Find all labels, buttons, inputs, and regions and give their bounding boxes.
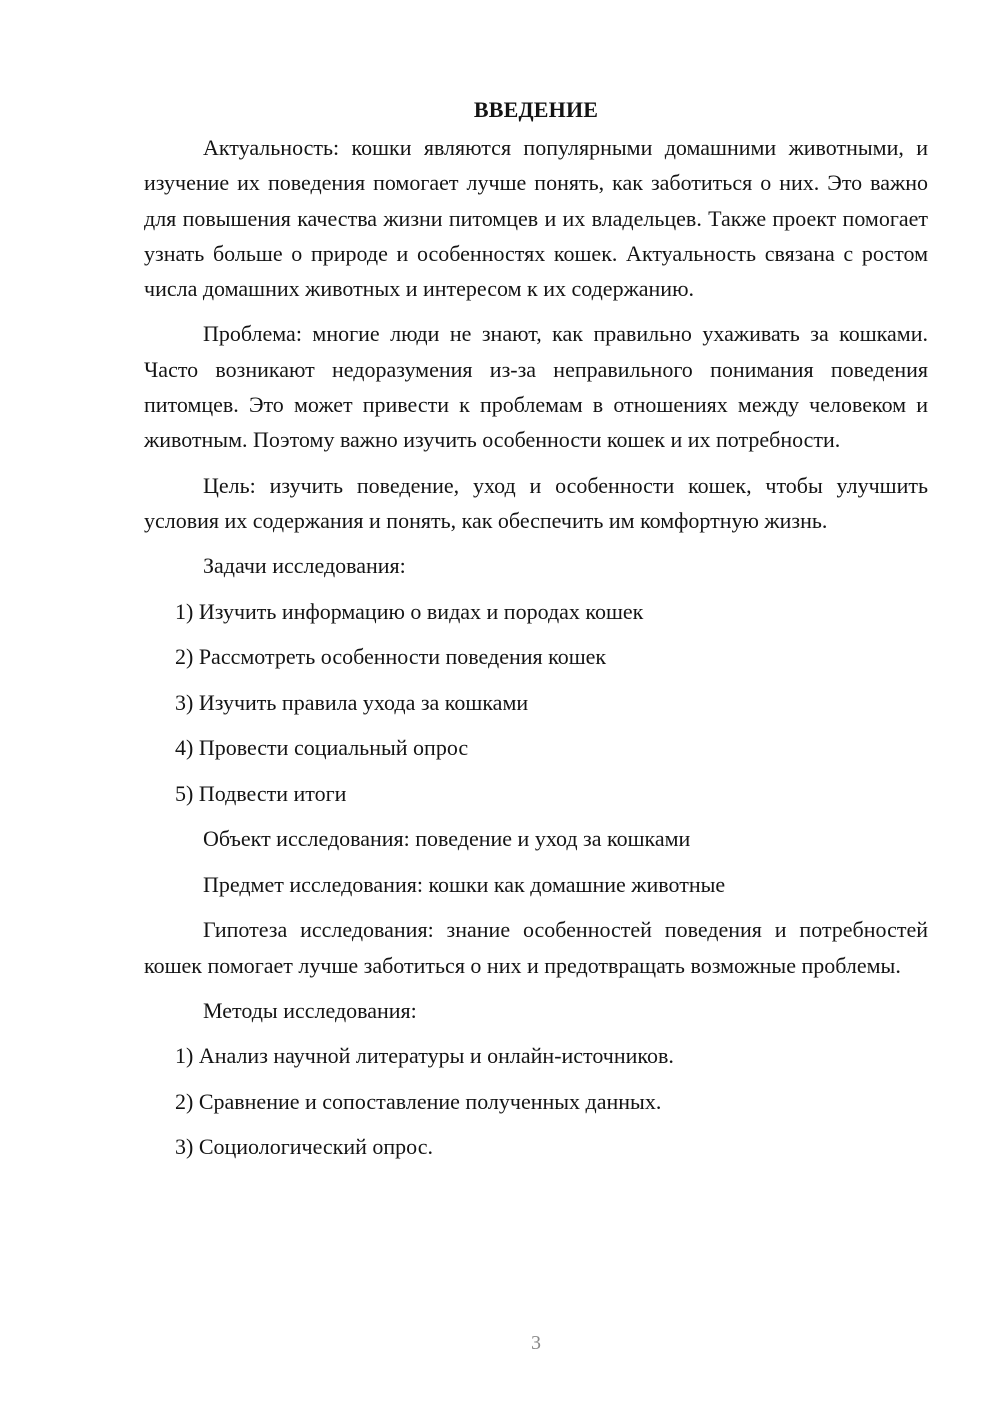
object-line: Объект исследования: поведение и уход за кошками	[203, 826, 691, 852]
subject-line: Предмет исследования: кошки как домашние животные	[203, 871, 726, 897]
list-item: 5) Подвести итоги	[175, 780, 347, 806]
list-item: 3) Изучить правила ухода за кошками	[175, 689, 529, 715]
methods-list	[144, 1038, 928, 1164]
document-page	[144, 92, 928, 1175]
list-item: 4) Провести социальный опрос	[175, 735, 469, 761]
page-title: ВВЕДЕНИЕ	[473, 97, 599, 122]
methods-heading: Методы исследования:	[203, 997, 417, 1023]
list-item: 2) Рассмотреть особенности поведения кошек	[175, 644, 607, 670]
page-number: 3	[531, 1332, 541, 1354]
problem-paragraph: Проблема: многие люди не знают, как правильно ухаживать за кошками. Часто возникают недоразумения из-за неправильного понимания поведения питомцев. Это может привести к проблемам в отношениях между человеком и животным. Поэтому важно изучить особенности кошек и их потребности.	[144, 321, 928, 453]
list-item: 3) Социологический опрос.	[175, 1134, 433, 1160]
relevance-paragraph: Актуальность: кошки являются популярными домашними животными, и изучение их поведения помогает лучше понять, как заботиться о них. Это важно для повышения качества жизни питомцев и их владельцев. Также проект помогает узнать больше о природе и особенностях кошек. Актуальность связана с ростом числа домашних животных и интересом к их содержанию.	[144, 135, 928, 302]
list-item: 1) Анализ научной литературы и онлайн-источников.	[175, 1043, 674, 1069]
tasks-heading: Задачи исследования:	[203, 553, 406, 579]
list-item: 1) Изучить информацию о видах и породах кошек	[175, 598, 644, 624]
tasks-list	[144, 594, 928, 811]
goal-paragraph: Цель: изучить поведение, уход и особенности кошек, чтобы улучшить условия их содержания и понять, как обеспечить им комфортную жизнь.	[144, 472, 928, 533]
list-item: 2) Сравнение и сопоставление полученных данных.	[175, 1088, 662, 1114]
hypothesis-paragraph: Гипотеза исследования: знание особенностей поведения и потребностей кошек помогает лучше заботиться о них и предотвращать возможные проблемы.	[144, 917, 928, 978]
